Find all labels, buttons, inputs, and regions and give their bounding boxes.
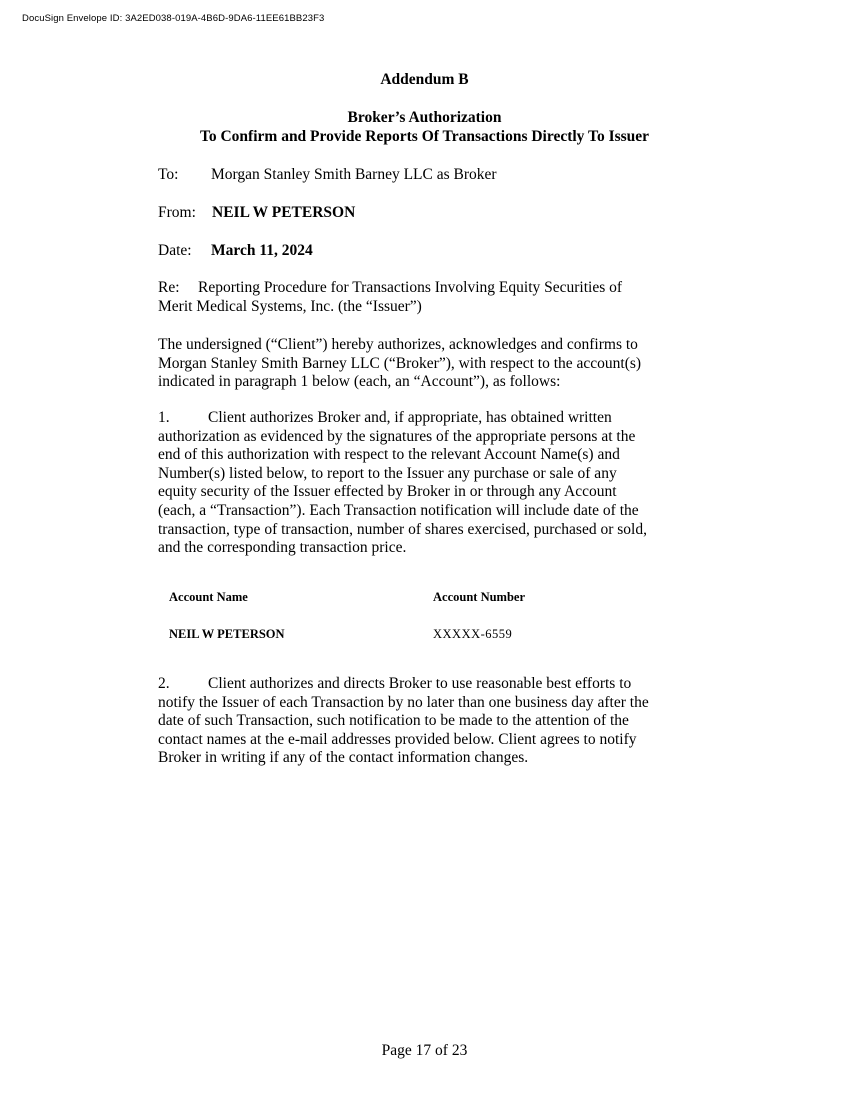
paragraph-1-line: (each, a “Transaction”). Each Transaction notification will include date of the xyxy=(158,501,639,519)
account-name-header: Account Name xyxy=(169,590,248,604)
date-value: March 11, 2024 xyxy=(211,242,313,259)
paragraph-2-line: Broker in writing if any of the contact information changes. xyxy=(158,749,529,767)
from-value: NEIL W PETERSON xyxy=(212,204,356,221)
date-field xyxy=(158,242,313,260)
intro-paragraph xyxy=(158,336,698,392)
paragraph-2-line: Client authorizes and directs Broker to use reasonable best efforts to xyxy=(208,675,632,692)
envelope-id: DocuSign Envelope ID: 3A2ED038-019A-4B6D-9DA6-11EE61BB23F3 xyxy=(22,13,325,24)
paragraph-1-number: 1. xyxy=(158,409,170,426)
paragraph-2 xyxy=(158,675,698,768)
to-label: To: xyxy=(158,166,179,183)
paragraph-2-number: 2. xyxy=(158,675,170,692)
from-label: From: xyxy=(158,204,196,221)
to-value: Morgan Stanley Smith Barney LLC as Broker xyxy=(211,166,497,183)
intro-line: indicated in paragraph 1 below (each, an “Account”), as follows: xyxy=(158,373,561,391)
paragraph-1-line: Client authorizes Broker and, if appropriate, has obtained written xyxy=(208,409,612,426)
paragraph-1-line: transaction, type of transaction, number of shares exercised, purchased or sold, xyxy=(158,520,647,538)
re-line-1: Reporting Procedure for Transactions Involving Equity Securities of xyxy=(198,279,623,296)
paragraph-1-line: equity security of the Issuer effected by Broker in or through any Account xyxy=(158,483,617,501)
paragraph-1-line: end of this authorization with respect to the relevant Account Name(s) and xyxy=(158,446,620,464)
from-field xyxy=(158,204,356,222)
re-line-2: Merit Medical Systems, Inc. (the “Issuer”) xyxy=(158,297,422,315)
document-subtitle-line2: To Confirm and Provide Reports Of Transactions Directly To Issuer xyxy=(199,128,650,145)
page-number: Page 17 of 23 xyxy=(381,1042,468,1059)
document-title: Addendum B xyxy=(380,71,469,88)
account-number-value: XXXXX-6559 xyxy=(433,627,513,641)
re-field xyxy=(158,279,698,316)
account-number-header: Account Number xyxy=(433,590,526,604)
date-label: Date: xyxy=(158,242,192,259)
re-label: Re: xyxy=(158,279,180,296)
paragraph-2-line: contact names at the e-mail addresses provided below. Client agrees to notify xyxy=(158,730,637,748)
account-name-value: NEIL W PETERSON xyxy=(169,627,285,641)
paragraph-1 xyxy=(158,409,698,558)
intro-line: Morgan Stanley Smith Barney LLC (“Broker”), with respect to the account(s) xyxy=(158,354,642,372)
paragraph-1-line: authorization as evidenced by the signatures of the appropriate persons at the xyxy=(158,427,636,445)
paragraph-2-line: date of such Transaction, such notification to be made to the attention of the xyxy=(158,712,629,730)
paragraph-1-line: and the corresponding transaction price. xyxy=(158,539,407,557)
intro-line: The undersigned (“Client”) hereby authorizes, acknowledges and confirms to xyxy=(158,336,638,353)
to-field xyxy=(158,166,497,184)
document-subtitle-line1: Broker’s Authorization xyxy=(347,109,502,126)
paragraph-2-line: notify the Issuer of each Transaction by no later than one business day after the xyxy=(158,693,649,711)
paragraph-1-line: Number(s) listed below, to report to the Issuer any purchase or sale of any xyxy=(158,464,617,482)
